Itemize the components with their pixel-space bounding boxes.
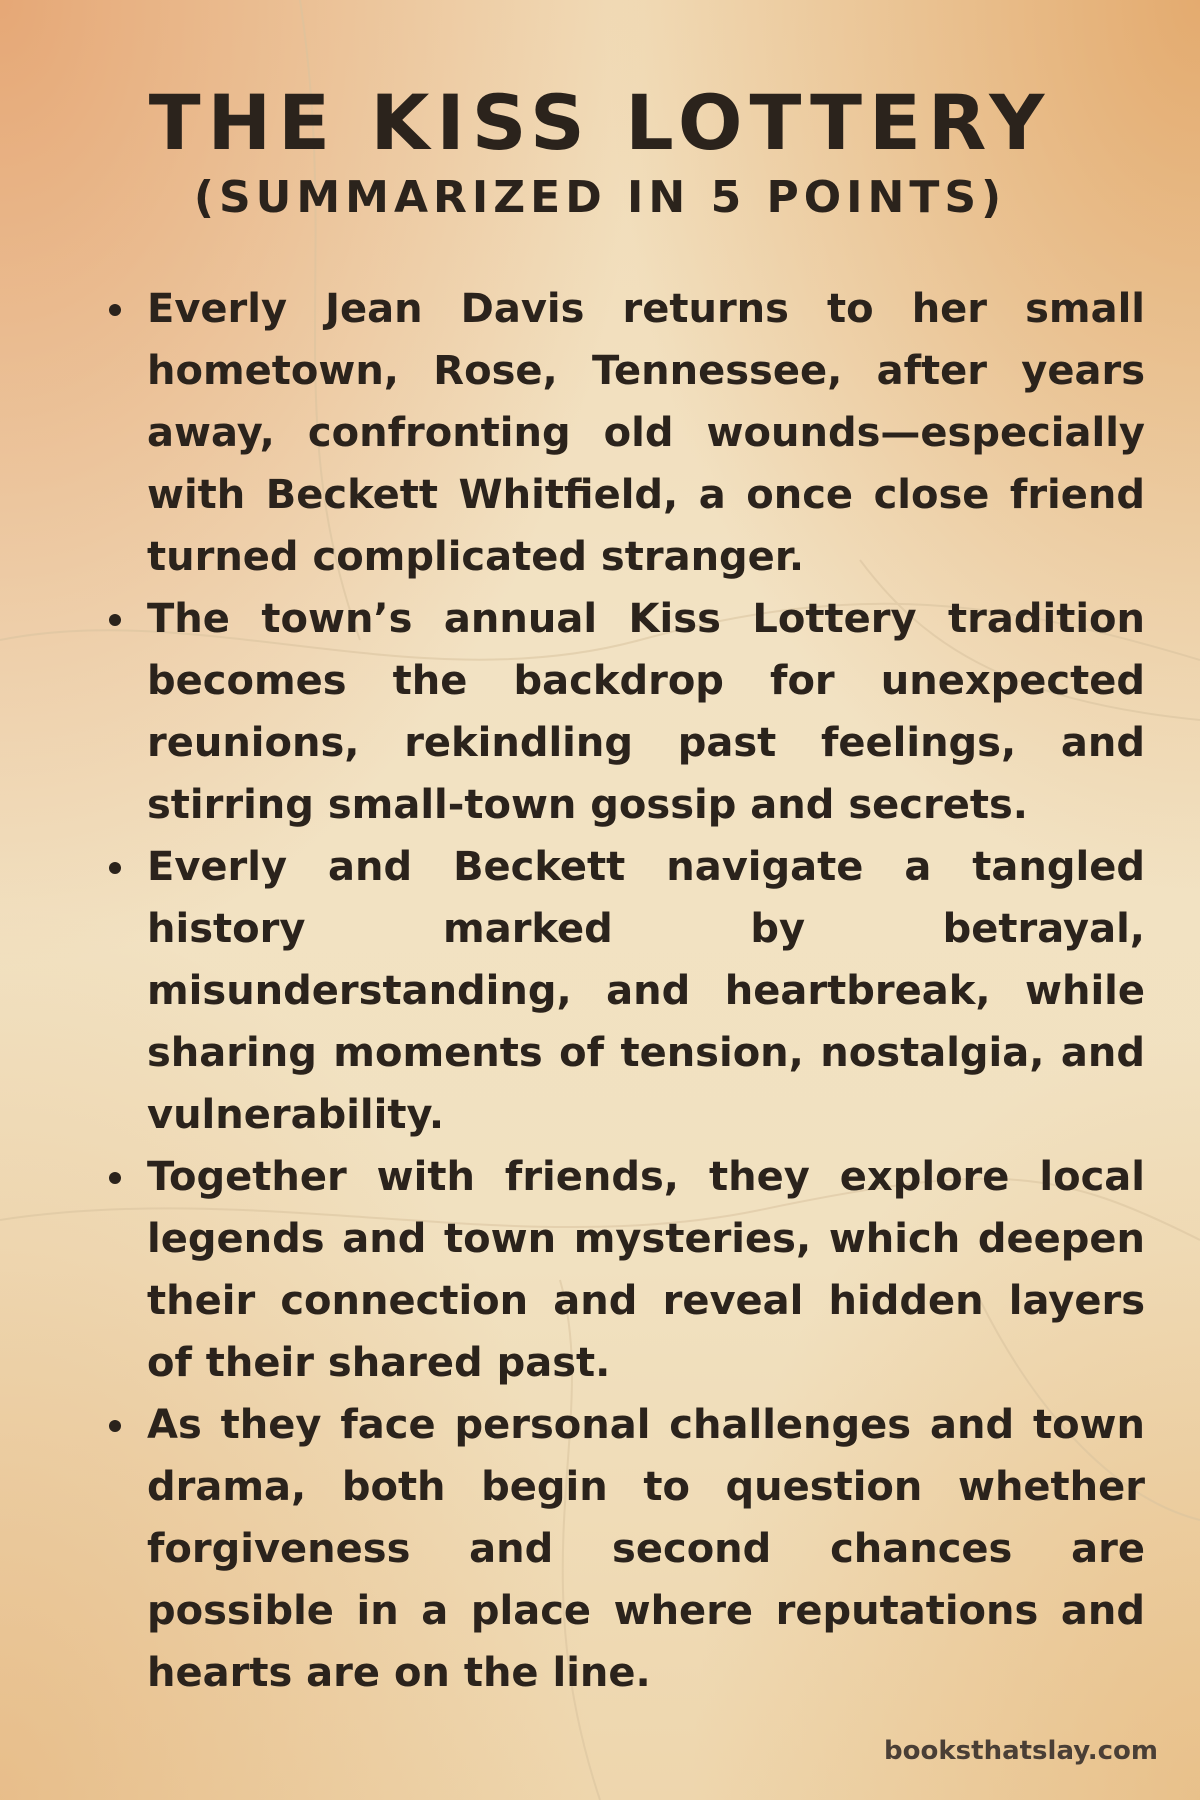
summary-point-text: Everly and Beckett navigate a tangled history marked by betrayal, misunderstanding, and heartbreak, while sharing moments of tension, nostalgia, and vulnerability. — [147, 844, 1145, 1138]
site-watermark: booksthatslay.com — [884, 1736, 1158, 1766]
summary-point-text: Everly Jean Davis returns to her small hometown, Rose, Tennessee, after years away, confronting old wounds—especially with Beckett Whitfield, a once close friend turned complicated stranger. — [147, 286, 1145, 580]
bullet-icon — [109, 1172, 121, 1184]
summary-points-list — [105, 278, 1145, 1704]
bullet-icon — [109, 614, 121, 626]
summary-point-4 — [105, 1146, 1145, 1394]
bullet-icon — [109, 304, 121, 316]
summary-point-text: As they face personal challenges and town drama, both begin to question whether forgiveness and second chances are possible in a place where reputations and hearts are on the line. — [147, 1402, 1145, 1696]
summary-point-text: The town’s annual Kiss Lottery tradition becomes the backdrop for unexpected reunions, rekindling past feelings, and stirring small-town gossip and secrets. — [147, 596, 1145, 828]
summary-point-1 — [105, 278, 1145, 588]
summary-point-5 — [105, 1394, 1145, 1704]
bullet-icon — [109, 862, 121, 874]
summary-point-3 — [105, 836, 1145, 1146]
page-subtitle: (SUMMARIZED IN 5 POINTS) — [193, 172, 1007, 223]
summary-point-text: Together with friends, they explore local legends and town mysteries, which deepen their connection and reveal hidden layers of their shared past. — [147, 1154, 1145, 1386]
page-title: THE KISS LOTTERY — [148, 78, 1052, 167]
bullet-icon — [109, 1420, 121, 1432]
summary-point-2 — [105, 588, 1145, 836]
